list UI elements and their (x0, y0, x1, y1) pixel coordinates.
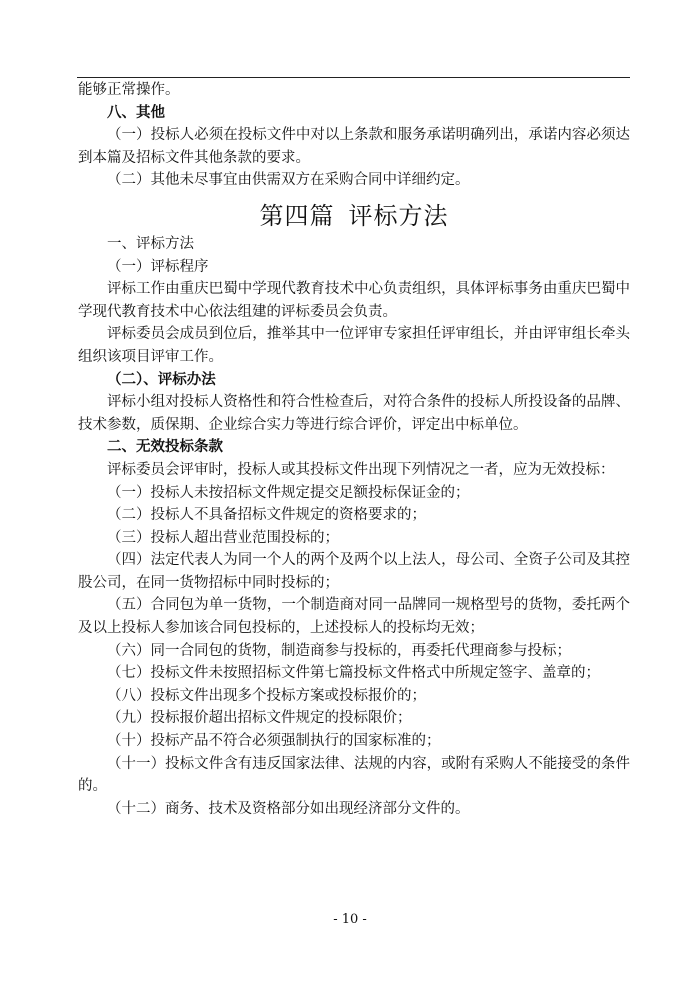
chapter-number: 第四篇 (259, 201, 335, 230)
list-item: （二）投标人不具备招标文件规定的资格要求的； (107, 507, 426, 524)
page-number: - 10 - (333, 912, 367, 927)
list-item: （四）法定代表人为同一个人的两个及两个以上法人，母公司、全资子公司及其控股公司，在同一货物招标中同时投标的； (78, 552, 630, 591)
paragraph-procedure-2: 评标委员会成员到位后，推举其中一位评审专家担任评审组长，并由评审组长牵头组织该项目评审工作。 (78, 326, 630, 365)
list-item: （十一）投标文件含有违反国家法律、法规的内容，或附有采购人不能接受的条件的。 (78, 755, 630, 795)
chapter-name: 评标方法 (348, 201, 449, 230)
list-item: （六）同一合同包的货物，制造商参与投标的，再委托代理商参与投标； (107, 642, 571, 659)
paragraph-others-1: （一）投标人必须在投标文件中对以上条款和服务承诺明确列出，承诺内容必须达到本篇及招标文件其他条款的要求。 (78, 127, 630, 166)
list-item: （十）投标产品不符合必须强制执行的国家标准的； (107, 733, 441, 750)
heading-evaluation-method: 一、评标方法 (107, 235, 194, 252)
list-item: （五）合同包为单一货物，一个制造商对同一品牌同一规格型号的货物，委托两个及以上投标人参加该合同包投标的，上述投标人的投标均无效； (78, 597, 630, 637)
heading-invalid-bids: 二、无效投标条款 (107, 439, 223, 456)
top-section (78, 79, 630, 192)
list-item: （三）投标人超出营业范围投标的； (107, 529, 339, 546)
paragraph-invalid-intro: 评标委员会评审时，投标人或其投标文件出现下列情况之一者，应为无效投标： (107, 461, 615, 478)
paragraph-others-2: （二）其他未尽事宜由供需双方在采购合同中详细约定。 (107, 172, 470, 189)
header-rule (77, 77, 630, 78)
paragraph-procedure-1: 评标工作由重庆巴蜀中学现代教育技术中心负责组织，具体评标事务由重庆巴蜀中学现代教育技术中心依法组建的评标委员会负责。 (78, 281, 630, 320)
chapter-title (78, 201, 630, 231)
list-item: （十二）商务、技术及资格部分如出现经济部分文件的。 (107, 800, 470, 817)
list-item: （八）投标文件出现多个投标方案或投标报价的； (107, 687, 426, 704)
paragraph-rules: 评标小组对投标人资格性和符合性检查后，对符合条件的投标人所投设备的品牌、技术参数，质保期、企业综合实力等进行综合评价，评定出中标单位。 (78, 394, 630, 433)
heading-evaluation-rules: （二）、评标办法 (107, 371, 216, 388)
list-item: （九）投标报价超出招标文件规定的投标限价； (107, 710, 412, 727)
list-item: （七）投标文件未按照招标文件第七篇投标文件格式中所规定签字、盖章的； (107, 665, 600, 682)
paragraph-continuation: 能够正常操作。 (78, 82, 180, 98)
heading-evaluation-procedure: （一）评标程序 (107, 258, 209, 275)
body-section (78, 233, 630, 820)
page-content (78, 79, 630, 820)
section-heading-others: 八、其他 (107, 104, 165, 121)
list-item: （一）投标人未按招标文件规定提交足额投标保证金的； (107, 484, 470, 501)
